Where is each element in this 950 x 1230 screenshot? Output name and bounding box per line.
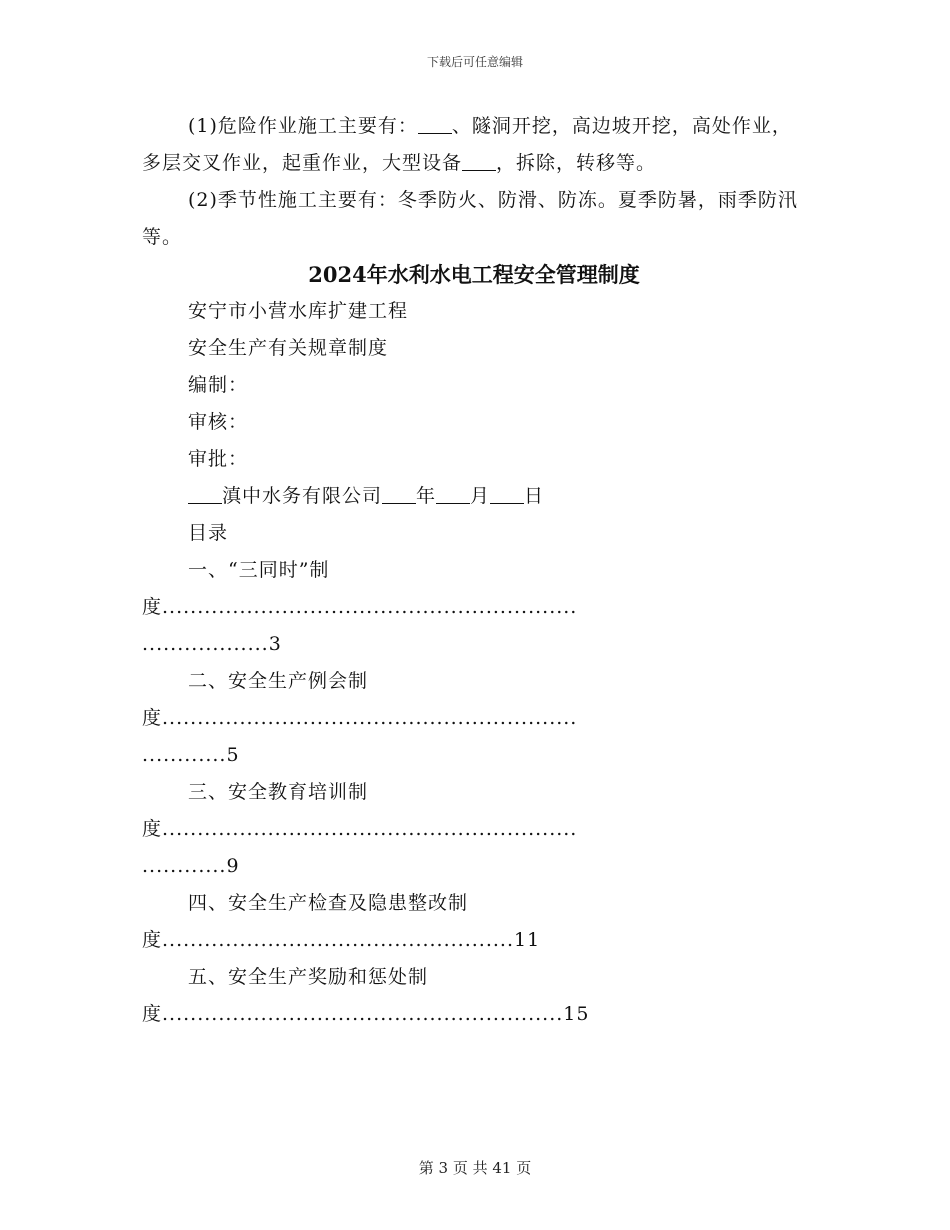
approve-label: 审批： <box>188 448 249 470</box>
toc-entry-leader <box>142 700 806 737</box>
company-date-line <box>142 478 806 515</box>
toc-entry-title: 四、安全生产检查及隐患整改制 <box>188 892 469 914</box>
day-label: 日 <box>524 485 545 507</box>
paragraph-text: ，拆除，转移等。 <box>496 152 657 174</box>
toc-entry-title: 三、安全教育培训制 <box>188 781 369 803</box>
fill-blank <box>436 481 470 504</box>
toc-entry-page-line <box>142 737 806 774</box>
page-header: 下载后可任意编辑 <box>426 55 523 69</box>
fill-blank <box>382 481 416 504</box>
toc-dots: ............ <box>142 744 227 766</box>
paragraph-text: (1)危险作业施工主要有： <box>188 115 418 137</box>
toc-dots: ........................................................... <box>162 818 578 840</box>
toc-dots: .................. <box>142 633 269 655</box>
document-title: 2024年水利水电工程安全管理制度 <box>308 262 640 287</box>
fill-blank <box>462 148 496 171</box>
toc-dots: .................................................. <box>162 929 514 951</box>
review-label: 审核： <box>188 411 249 433</box>
toc-entry-title: 五、安全生产奖励和惩处制 <box>188 966 429 988</box>
toc-page-number: 3 <box>268 633 282 655</box>
page-content <box>142 108 806 1033</box>
toc-entry-page-line <box>142 626 806 663</box>
toc-page-number: 5 <box>226 744 240 766</box>
toc-dots: ......................................................... <box>162 1003 564 1025</box>
toc-entry-cont: 度 <box>142 929 163 951</box>
toc-page-number: 11 <box>514 929 541 951</box>
paragraph-seasonal-work: (2)季节性施工主要有：冬季防火、防滑、防冻。夏季防暑，雨季防汛等。 <box>142 189 798 248</box>
toc-entry-title: 二、安全生产例会制 <box>188 670 369 692</box>
toc-entry-leader <box>142 922 806 959</box>
toc-entry-cont: 度 <box>142 818 163 840</box>
year-label: 年 <box>416 485 437 507</box>
toc-heading: 目录 <box>188 522 229 544</box>
project-name: 安宁市小营水库扩建工程 <box>188 300 409 322</box>
toc-entry-leader <box>142 589 806 626</box>
company-name: 滇中水务有限公司 <box>222 485 383 507</box>
fill-blank <box>418 111 452 134</box>
toc-entry-leader <box>142 811 806 848</box>
document-subtitle: 安全生产有关规章制度 <box>188 337 389 359</box>
fill-blank <box>188 481 222 504</box>
page-footer: 第 3 页 共 41 页 <box>418 1159 532 1177</box>
toc-dots: ........................................................... <box>162 707 578 729</box>
fill-blank <box>490 481 524 504</box>
toc-entry-cont: 度 <box>142 596 163 618</box>
toc-dots: ........................................................... <box>162 596 578 618</box>
compile-label: 编制： <box>188 374 249 396</box>
paragraph-hazardous-work <box>142 108 806 182</box>
toc-page-number: 15 <box>563 1003 590 1025</box>
toc-page-number: 9 <box>226 855 240 877</box>
toc-entry-page-line <box>142 848 806 885</box>
paragraph-text: 、隧洞开挖，高边坡开挖，高处作业，多层交叉作业，起重作业，大型设备 <box>142 115 792 174</box>
toc-entry-cont: 度 <box>142 1003 163 1025</box>
toc-entry-cont: 度 <box>142 707 163 729</box>
month-label: 月 <box>470 485 491 507</box>
toc-entry-title: 一、“三同时”制 <box>188 559 330 581</box>
toc-entry-leader <box>142 996 806 1033</box>
toc-dots: ............ <box>142 855 227 877</box>
